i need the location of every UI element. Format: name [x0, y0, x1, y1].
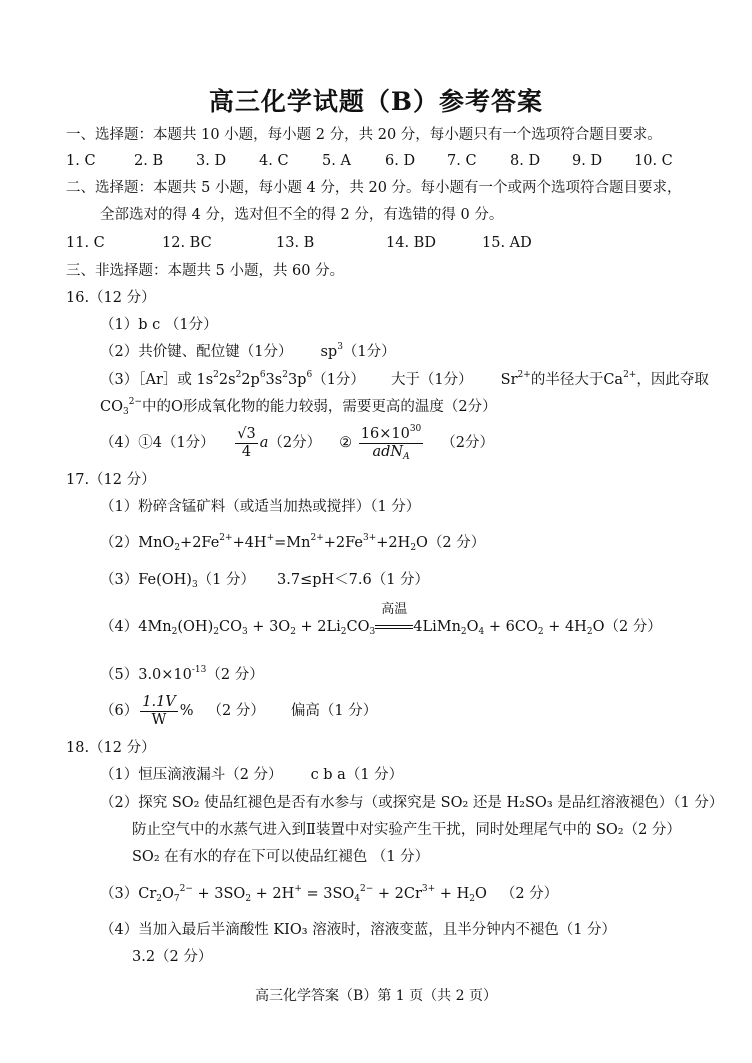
q16-answer-2	[100, 342, 396, 362]
q18-answer-1: （1）恒压滴液漏斗（2 分） c b a（1 分）	[100, 767, 404, 783]
q16-a3-line2: 中的O形成氧化物的能力较弱，需要更高的温度（2分）	[142, 399, 497, 415]
q16-a4-mark: ②	[339, 435, 353, 451]
q16-answer-3-cont: $CO_3^{2-}$中的O形成氧化物的能力较弱，需要更高的温度（2分）	[100, 397, 497, 417]
q17-a3-fe: Fe(OH)	[138, 572, 192, 588]
answer-2: 2. B	[134, 153, 164, 169]
q16-a3-sr-text: 的半径大于Ca	[530, 372, 624, 388]
q18-answer-2-cont1: 防止空气中的水蒸气进入到Ⅱ装置中对实验产生干扰，同时处理尾气中的 SO₂（2 分）	[132, 822, 681, 838]
q16-a3-co: CO	[100, 399, 123, 415]
question-17-label: 17.（12 分）	[66, 472, 156, 488]
answer-11: 11. C	[66, 235, 105, 251]
q16-a3-prefix: （3）［Ar］或 1s	[100, 372, 214, 388]
q16-a3-more: 大于（1分）	[390, 372, 473, 388]
q16-a4-frac2: $\frac{16\times 10^{30}}{adN_A}$	[360, 423, 422, 462]
q18-a3-score: （2 分）	[500, 886, 559, 902]
q16-a3-score: （1分）	[312, 372, 365, 388]
answer-14: 14. BD	[386, 235, 436, 251]
answer-1: 1. C	[66, 153, 96, 169]
q17-answer-2: $(2)MnO_2+2Fe^{2+}+4H^+=Mn^{2+}+2Fe^{3+}+2H_2O(2$ 分）	[100, 533, 486, 553]
q16-a3-tail: ，因此夺取	[636, 372, 709, 388]
q16-a2-hyb: sp	[320, 344, 338, 360]
page-title: 高三化学试题（B）参考答案	[208, 87, 544, 116]
answer-9: 9. D	[572, 153, 603, 169]
answer-10: 10. C	[634, 153, 673, 169]
q17-a6-frac: $\frac{1.1V}{W}$	[142, 693, 176, 728]
answer-12: 12. BC	[162, 235, 212, 251]
answer-13: 13. B	[276, 235, 315, 251]
q18-answer-2-cont2: SO₂ 在有水的存在下可以使品红褪色 （1 分）	[132, 849, 430, 865]
q17-a4-condition: 高温	[375, 617, 413, 637]
q17-a4-score: （2 分）	[604, 619, 662, 635]
answer-4: 4. C	[259, 153, 289, 169]
section-heading-nonchoice: 三、非选择题：本题共 5 小题，共 60 分。	[66, 263, 345, 279]
q16-a4-score2: （2分）	[441, 435, 495, 451]
q16-a4-score1: （2分）	[268, 435, 322, 451]
q18-answer-2: （2）探究 SO₂ 使品红褪色是否有水参与（或探究是 SO₂ 还是 H₂SO₃ 是品红溶液褪色）（1 分）	[100, 795, 724, 811]
page-footer: 高三化学答案（B）第 1 页（共 2 页）	[255, 988, 497, 1004]
q18-answer-4-cont: 3.2（2 分）	[132, 949, 213, 965]
q18-a1-more: c b a（1 分）	[310, 767, 404, 783]
answer-3: 3. D	[196, 153, 227, 169]
q17-answer-4: $(4)4Mn_2(OH)_2CO_3 + 3O_2 + 2Li_2CO_3$ 高温 $4LiMn_2O_4 + 6CO_2 + 4H_2O(2$ 分）	[100, 602, 662, 637]
q16-answer-4	[100, 425, 494, 461]
q18-answer-4: （4）当加入最后半滴酸性 KIO₃ 溶液时，溶液变蓝，且半分钟内不褪色（1 分）	[100, 922, 617, 938]
answer-6: 6. D	[385, 153, 416, 169]
q17-answer-5: $(5)3.0\times 10^{-13}(2$ 分）	[100, 665, 264, 683]
question-16-label: 16.（12 分）	[66, 290, 156, 306]
answer-7: 7. C	[447, 153, 477, 169]
q16-a2-hyb-sup: 3	[337, 342, 343, 352]
q16-a2-score: （1分）	[342, 344, 396, 360]
q16-answer-3: （3）［Ar］或 $1s^22s^22p^63s^23p^6(1$分） 大于（1分） $Sr^{2+}$的半径大于$Ca^{2+}$，因此夺取	[100, 370, 709, 388]
section-heading-choice: 一、选择题：本题共 10 小题，每小题 2 分，共 20 分，每小题只有一个选项符合题目要求。	[66, 127, 662, 143]
question-18-label: 18.（12 分）	[66, 740, 156, 756]
answer-8: 8. D	[510, 153, 541, 169]
q17-answer-1: （1）粉碎含锰矿料（或适当加热或搅拌）（1 分）	[100, 499, 421, 515]
q17-a5-score: （2 分）	[206, 667, 264, 683]
q17-a3-ph: 3.7≤pH＜7.6（1 分）	[277, 572, 430, 588]
section-heading-multi: 二、选择题：本题共 5 小题，每小题 4 分，共 20 分。每小题有一个或两个选项符合题目要求，	[66, 180, 682, 196]
q17-a6-more: 偏高（1 分）	[290, 703, 378, 719]
answers-part2	[66, 233, 532, 253]
q16-a4-prefix: （4）①4（1分）	[100, 435, 215, 451]
section-heading-multi-cont: 全部选对的得 4 分，选对但不全的得 2 分，有选错的得 0 分。	[100, 207, 504, 223]
answers-part1	[66, 151, 673, 171]
q18-answer-3: $(3)Cr_2O_7^{2-} + 3SO_2 + 2H^+ = 3SO_4^{2-} + 2Cr^{3+} + H_2O$ （2 分）	[100, 884, 559, 904]
q16-a4-a: a	[259, 435, 269, 451]
q17-a2-score: （2 分）	[427, 535, 486, 551]
q16-a4-frac: $\frac{√3}{4}$	[237, 425, 256, 460]
q16-answer-1: （1）b c （1分）	[100, 317, 218, 333]
q16-a2-text: （2）共价键、配位键（1分）	[100, 344, 293, 360]
answer-5: 5. A	[322, 153, 351, 169]
q17-answer-3: $(3)Fe(OH)_3(1$ 分） 3.7≤pH＜7.6（1 分）	[100, 572, 430, 590]
q16-a3-sr: Sr	[500, 372, 518, 388]
q17-answer-6: （6） $\frac{1.1V}{W}$ % （2 分） 偏高（1 分）	[100, 693, 378, 728]
answer-15: 15. AD	[482, 235, 532, 251]
